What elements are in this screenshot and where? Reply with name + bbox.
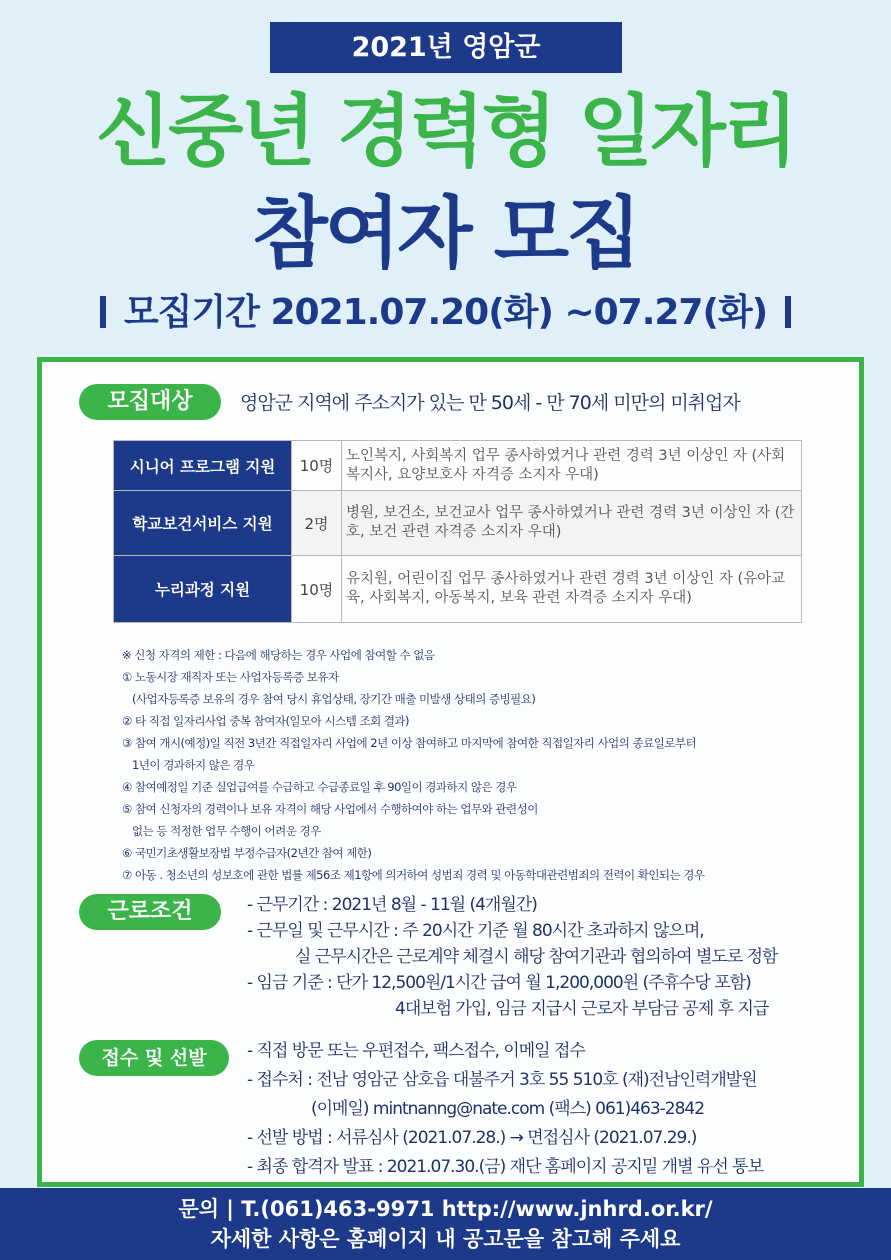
program-name: 누리과정 지원 (114, 556, 292, 623)
note-line: ※ 신청 자격의 제한 : 다음에 해당하는 경우 사업에 참여할 수 없음 (122, 648, 435, 662)
footer-contact: 문의 | T.(061)463-9971 http://www.jnhrd.or.kr/ (178, 1197, 713, 1221)
target-label: 모집대상 (79, 384, 221, 420)
note-line: ④ 참여예정일 기준 실업급여를 수급하고 수급종료일 후 90일이 경과하지 않은 경우 (122, 780, 517, 794)
program-count: 2명 (292, 491, 342, 556)
program-count: 10명 (292, 556, 342, 623)
work-conditions-label: 근로조건 (79, 894, 221, 930)
period-bar-right (785, 296, 791, 328)
year-banner: 2021년 영암군 (270, 22, 622, 73)
note-line: ③ 참여 개시(예정)일 직전 3년간 직접일자리 사업에 2년 이상 참여하고 마지막에 참여한 직접일자리 사업의 종료일로부터 (122, 736, 697, 750)
table-row (114, 556, 802, 623)
apply-info (247, 1037, 867, 1182)
program-name: 시니어 프로그램 지원 (114, 441, 292, 491)
title-line-1: 신중년 경력형 일자리 (95, 87, 796, 177)
apply-line: - 직접 방문 또는 우편접수, 팩스접수, 이메일 접수 (247, 1041, 585, 1061)
note-line: 없는 등 적정한 업무 수행이 어려운 경우 (132, 824, 321, 838)
note-line: 1년이 경과하지 않은 경우 (132, 758, 255, 772)
info-panel (37, 357, 864, 1187)
footer-notice: 자세한 사항은 홈페이지 내 공고문을 참고해 주세요 (210, 1227, 681, 1251)
program-desc: 노인복지, 사회복지 업무 종사하였거나 관련 경력 3년 이상인 자 (사회복지사, 요양보호사 자격증 소지자 우대) (342, 441, 802, 491)
program-count: 10명 (292, 441, 342, 491)
work-line: - 임금 기준 : 단가 12,500원/1시간 급여 월 1,200,000원 (주휴수당 포함) (247, 973, 751, 993)
target-text: 영암군 지역에 주소지가 있는 만 50세 - 만 70세 미만의 미취업자 (240, 392, 740, 414)
note-line: ① 노동시장 재직자 또는 사업자등록증 보유자 (122, 670, 339, 684)
program-desc: 병원, 보건소, 보건교사 업무 종사하였거나 관련 경력 3년 이상인 자 (간호, 보건 관련 자격증 소지자 우대) (342, 491, 802, 556)
footer (0, 1188, 891, 1260)
work-line: - 근무일 및 근무시간 : 주 20시간 기준 월 80시간 초과하지 않으며, (247, 921, 704, 941)
program-table (113, 440, 802, 623)
apply-line: (이메일) mintnanng@nate.com (팩스) 061)463-2842 (311, 1099, 705, 1119)
note-line: ⑤ 참여 신청자의 경력이나 보유 자격이 해당 사업에서 수행하여야 하는 업무와 관련성이 (122, 802, 538, 816)
work-line: 4대보험 가입, 임금 지급시 근로자 부담금 공제 후 지급 (395, 999, 769, 1019)
restriction-notes (122, 644, 822, 886)
note-line: ⑦ 아동 . 청소년의 성보호에 관한 법률 제56조 제1항에 의거하여 성범죄 경력 및 아동학대관련범죄의 전력이 확인되는 경우 (122, 868, 705, 882)
work-line: 실 근무시간은 근로계약 체결시 해당 참여기관과 협의하여 별도로 정함 (295, 947, 778, 967)
title-line-2: 참여자 모집 (252, 189, 639, 279)
recruit-period (0, 288, 891, 338)
apply-line: - 선발 방법 : 서류심사 (2021.07.28.) → 면접심사 (2021.07.29.) (247, 1128, 697, 1148)
note-line: ② 타 직접 일자리사업 중복 참여자(일모아 시스템 조회 결과) (122, 714, 410, 728)
work-conditions (247, 892, 867, 1022)
note-line: ⑥ 국민기초생활보장법 부정수급자(2년간 참여 제한) (122, 846, 372, 860)
period-bar-left (100, 296, 106, 328)
table-row (114, 491, 802, 556)
note-line: (사업자등록증 보유의 경우 참여 당시 휴업상태, 장기간 매출 미발생 상태의 증빙필요) (132, 692, 536, 706)
program-desc: 유치원, 어린이집 업무 종사하였거나 관련 경력 3년 이상인 자 (유아교육, 사회복지, 아동복지, 보육 관련 자격증 소지자 우대) (342, 556, 802, 623)
apply-line: - 접수처 : 전남 영암군 삼호읍 대불주거 3호 55 510호 (재)전남인력개발원 (247, 1070, 757, 1090)
work-line: - 근무기간 : 2021년 8월 - 11월 (4개월간) (247, 895, 537, 915)
table-row (114, 441, 802, 491)
period-text: 모집기간 2021.07.20(화) ~07.27(화) (123, 292, 768, 333)
apply-label: 접수 및 선발 (79, 1040, 229, 1076)
program-name: 학교보건서비스 지원 (114, 491, 292, 556)
apply-line: - 최종 합격자 발표 : 2021.07.30.(금) 재단 홈페이지 공지밑 개별 유선 통보 (247, 1157, 764, 1177)
